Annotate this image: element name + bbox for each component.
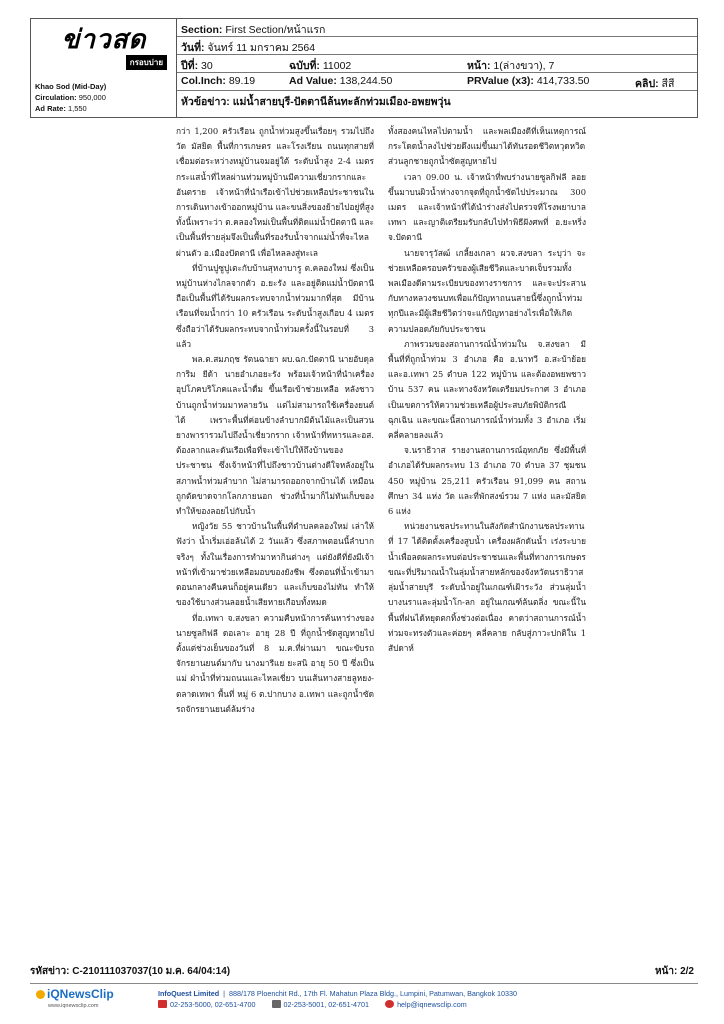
issue-label: ฉบับที่: [289,60,320,72]
footer-page-value: 2/2 [680,966,694,977]
publication-info [35,81,106,114]
paragraph: เวลา 09.00 น. เจ้าหน้าที่พบร่างนายซูลกิฟลี ลอยขึ้นมาบนผิวน้ำห่างจากจุดที่ถูกน้ำซัดไปประมาณ 300 เมตร และเจ้าหน้าที่ได้นำร่างส่งไปตรวจที่โรงพยาบาลเทพา และญาติเตรียมรับกลับไปทำพิธีฝังศพที่ อ.ยะหริ่ง จ.ปัตตานี [388,171,586,243]
paragraph: จ.นราธิวาส รายงานสถานการณ์อุทกภัย ซึ่งมีพื้นที่อำเภอได้รับผลกระทบ 13 อำเภอ 70 ตำบล 37 ชุมชน 450 หมู่บ้าน 25,211 ครัวเรือน 91,099 คน สถานศึกษา 34 แห่ง วัด และที่พักสงฆ์รวม 7 แห่ง และมัสยิด 6 แห่ง [388,445,586,517]
publication-name: Khao Sod (Mid-Day) [35,82,107,91]
ad-rate-label: Ad Rate: [35,104,66,113]
clip-label: คลิป: [635,78,659,90]
value-row [177,73,697,91]
phone-number: 02-253-5000, 02-651-4700 [170,999,256,1009]
section-row [177,19,697,37]
year-value: 30 [201,60,213,72]
news-id-label: รหัสข่าว: [30,966,70,977]
paragraph: นายจารุวัสฒ์ เกลี้ยงเกลา ผวจ.สงขลา ระบุว่า จะช่วยเหลือครอบครัวของผู้เสียชีวิตและบาดเจ็บรวมทั้งพลเมืองดีตามระเบียบของทางราชการ และจะประสานกับทางหลวงชนบทเพื่อแก้ปัญหาถนนสายนี้ซึ่งถูกน้ำท่วมทุกปีและมีผู้เสียชีวิตว่าจะแก้ปัญหาอย่างไรเพื่อให้เกิดความปลอดภัยกับประชาชน [388,247,586,334]
headline-label: หัวข้อข่าว: [181,96,230,108]
publication-panel [31,19,177,117]
logo-badge: กรอบบ่าย [126,55,167,70]
advalue-label: Ad Value: [289,75,337,87]
date-value: จันทร์ 11 มกราคม 2564 [207,42,316,54]
news-id [30,964,230,979]
colinch-value: 89.19 [228,75,256,87]
news-id-value: C-210111037037(10 ม.ค. 64/04:14) [72,966,231,977]
contact-info: InfoQuest Limited | 888/178 Ploenchit Rd., 17th Fl. Mahatun Plaza Bldg., Lumpini, Patumwan, Bangkok 10330 02-253-5000, 02-651-4700 02-253-5001, 02-651-4701 help@iqnewsclip.com [158,988,518,1009]
year-label: ปีที่: [181,60,199,72]
logo-dot-icon [36,990,45,999]
paragraph: หญิงวัย 55 ชาวบ้านในพื้นที่ตำบลคลองใหม่ เล่าให้ฟังว่า น้ำเริ่มเอ่อล้นได้ 2 วันแล้ว ซึ่งสภาพตอนนี้ลำบากจริงๆ ทั้งในเรื่องการทำมาหากินต่างๆ แต่ยังดีที่ยังมีเจ้าหน้าที่เข้ามาช่วยเหลือมอบของยังชีพ ซึ่งตอนที่น้ำเข้ามาตอนกลางคืนคนก็อยู่คนเดียว และเก็บของไม่ทัน ทำให้ของใช้บางส่วนลอยน้ำเสียหายเกือบทั้งหมด [176,521,374,608]
iq-logo-url: www.iqnewsclip.com [48,1002,99,1009]
page-label: หน้า: [467,60,491,72]
email-icon [385,1000,394,1008]
ad-rate-value: 1,550 [67,104,87,113]
paragraph: ที่บ้านปูซูปูเตะกับบ้านสุหงาบารู ต.คลองใหม่ ซึ่งเป็นหมู่บ้านห่างไกลจากตัว อ.ยะรัง และอยู่ติดแม่น้ำปัตตานี ถือเป็นพื้นที่ได้รับผลกระทบจากน้ำท่วมมากที่สุด มีบ้านเรือนที่จมน้ำกว่า 10 ครัวเรือน ระดับน้ำสูงเกือบ 4 เมตร ซึ่งถือว่าได้รับผลกระทบจากน้ำท่วมครั้งนี้ในรอบที่ 3 แล้ว [176,262,374,349]
colinch-label: Col.Inch: [181,75,226,87]
footer-page-label: หน้า: [654,966,678,977]
logo-text: ข่าวสด [61,25,147,55]
fax-number: 02-253-5001, 02-651-4701 [283,999,370,1009]
footer-bar [30,983,698,1013]
clipping-header [30,18,698,118]
paragraph: ภาพรวมของสถานการณ์น้ำท่วมใน จ.สงขลา มีพื้นที่ที่ถูกน้ำท่วม 3 อำเภอ คือ อ.นาทวี อ.สะบ้าย้อย และอ.เทพา 25 ตำบล 122 หมู่บ้าน และต้องอพยพชาวบ้าน 537 คน และทางจังหวัดเตรียมประกาศ 3 อำเภอเป็นเขตการให้ความช่วยเหลือผู้ประสบภัยพิบัติกรณีฉุกเฉิน และขณะนี้สถานการณ์น้ำท่วมทั้ง 3 อำเภอ เริ่มคลี่คลายลงแล้ว [388,338,586,441]
section-value: First Section/หน้าแรก [225,24,326,36]
section-label: Section: [181,24,223,36]
prvalue-value: 414,733.50 [536,75,590,87]
headline-value: แม่น้ำสายบุรี-ปัตตานีล้นทะลักท่วมเมือง-อพยพวุ่น [232,96,451,108]
prvalue-label: PRValue (x3): [467,75,534,87]
company-address: 888/178 Ploenchit Rd., 17th Fl. Mahatun Plaza Bldg., Lumpini, Patumwan, Bangkok 10330 [228,988,518,998]
paragraph: กว่า 1,200 ครัวเรือน ถูกน้ำท่วมสูงขึ้นเรื่อยๆ รวมไปถึง วัด มัสยิด พื้นที่การเกษตร และโรงเรียน ถนนทุกสายที่เชื่อมต่อระหว่างหมู่บ้านจมอยู่ใต้ ระดับน้ำสูง 2-4 เมตร กระแสน้ำที่ไหลผ่านท่วมหมู่บ้านมีความเชี่ยวกรากและอันตราย เจ้าหน้าที่นำเรือเข้าไปช่วยเหลือประชาชนในการเดินทางเข้าออกหมู่บ้าน และขนสิ่งของย้ายไปอยู่ที่สูง ทั้งนี้เพราะว่า ต.คลองใหม่เป็นพื้นที่ติดแม่น้ำปัตตานี และเป็นพื้นที่รายลุ่มจึงเป็นพื้นที่รองรับน้ำจากแม่น้ำที่จะไหลผ่านตัว อ.เมืองปัตตานี เพื่อไหลลงสู่ทะเล [176,126,374,258]
metadata-panel [177,19,697,117]
article-column-left [176,124,374,717]
paragraph: ทั้งสองคนไหลไปตามน้ำ และพลเมืองดีที่เห็นเหตุการณ์กระโดดน้ำลงไปช่วยดึงแม่ขึ้นมาได้ทันรอดชีวิตหวุดหวิด ส่วนลูกชายถูกน้ำซัดสูญหายไป [388,126,586,167]
paragraph: หน่วยงานชลประทานในสังกัดสำนักงานชลประทานที่ 17 ได้ติดตั้งเครื่องสูบน้ำ เครื่องผลักดันน้ำ เร่งระบายน้ำเพื่อลดผลกระทบต่อประชาชนและพื้นที่ทางการเกษตร ขณะที่ปริมาณน้ำในลุ่มน้ำสายหลักของจังหวัดนราธิวาส ลุ่มน้ำสายบุรี ระดับน้ำอยู่ในเกณฑ์เฝ้าระวัง ส่วนลุ่มน้ำบางนราและลุ่มน้ำโก-ลก อยู่ในเกณฑ์ล้นตลิ่ง ขณะนี้ในพื้นที่ฝนได้หยุดตกทิ้งช่วงต่อเนื่อง คาดว่าสถานการณ์น้ำท่วมจะทรงตัวและค่อยๆ คลี่คลาย กลับสู่ภาวะปกติใน 1 สัปดาห์ [388,521,586,653]
email-address[interactable]: help@iqnewsclip.com [397,999,467,1009]
company-name: InfoQuest Limited [158,988,220,998]
article-column-right [388,124,586,656]
headline-row [177,91,697,109]
issue-row [177,55,697,73]
paragraph: พล.ต.สมภฤช รัตนฉายา ผบ.ฉก.ปัตตานี นายอับดุลการิม ยีด้า นายอำเภอยะรัง พร้อมเจ้าหน้าที่นำเครื่องอุปโภคบริโภคและน้ำดื่ม ขึ้นเรือเข้าช่วยเหลือ หลังชาวบ้านถูกน้ำท่วมมาหลายวัน แต่ไม่สามารถใช้เครื่องยนต์ได้ เพราะพื้นที่ค่อนข้างลำบากมีต้นไม้และเป็นสวนยางพารารวมไปถึงน้ำเชี่ยวกราก เจ้าหน้าที่ทหารและอส. ต้องลากและดันเรือเพื่อที่จะเข้าไปให้ถึงบ้านของประชาชน ซึ่งเจ้าหน้าที่ไปถึงชาวบ้านต่างดีใจหลังอยู่ในสภาพน้ำท่วมลำบาก ไม่สามารถออกจากบ้านได้ เหมือนถูกตัดขาดจากโลกภายนอก ช่วงที่น้ำมาก็ไม่ทันเก็บของทำให้ของลอยไปกับน้ำ [176,354,374,517]
phone-icon [158,1000,167,1008]
paragraph: ที่อ.เทพา จ.สงขลา ความคืบหน้าการค้นหาร่างของ นายซูลกิฟลี ดอเลาะ อายุ 28 ปี ที่ถูกน้ำซัดสูญหายไปตั้งแต่ช่วงเย็นของวันที่ 8 ม.ค.ที่ผ่านมา ขณะขับรถจักรยานยนต์มากับ นางมารีแย ยะสนิ อายุ 50 ปี ซึ่งเป็นแม่ ฝ่าน้ำที่ท่วมถนนและไหลเชี่ยว บนเส้นทางสายลูหยง-ตลาดเทพา พื้นที่ หมู่ 6 ต.ปากบาง อ.เทพา และถูกน้ำซัดรถจักรยานยนต์ล้มร่าง [176,612,374,714]
date-row [177,37,697,55]
clip-value: สีสี [661,78,675,90]
page-value: 1(ล่างขวา), 7 [493,60,555,72]
issue-value: 11002 [322,60,352,72]
iq-logo-text: iQNewsClip [47,986,114,1001]
advalue-value: 138,244.50 [339,75,393,87]
newspaper-logo [31,19,177,77]
fax-icon [272,1000,281,1008]
circulation-value: 950,000 [78,93,106,102]
iqnewsclip-logo [30,984,150,1014]
footer-page [655,964,694,979]
circulation-label: Circulation: [35,93,77,102]
date-label: วันที่: [181,42,205,54]
